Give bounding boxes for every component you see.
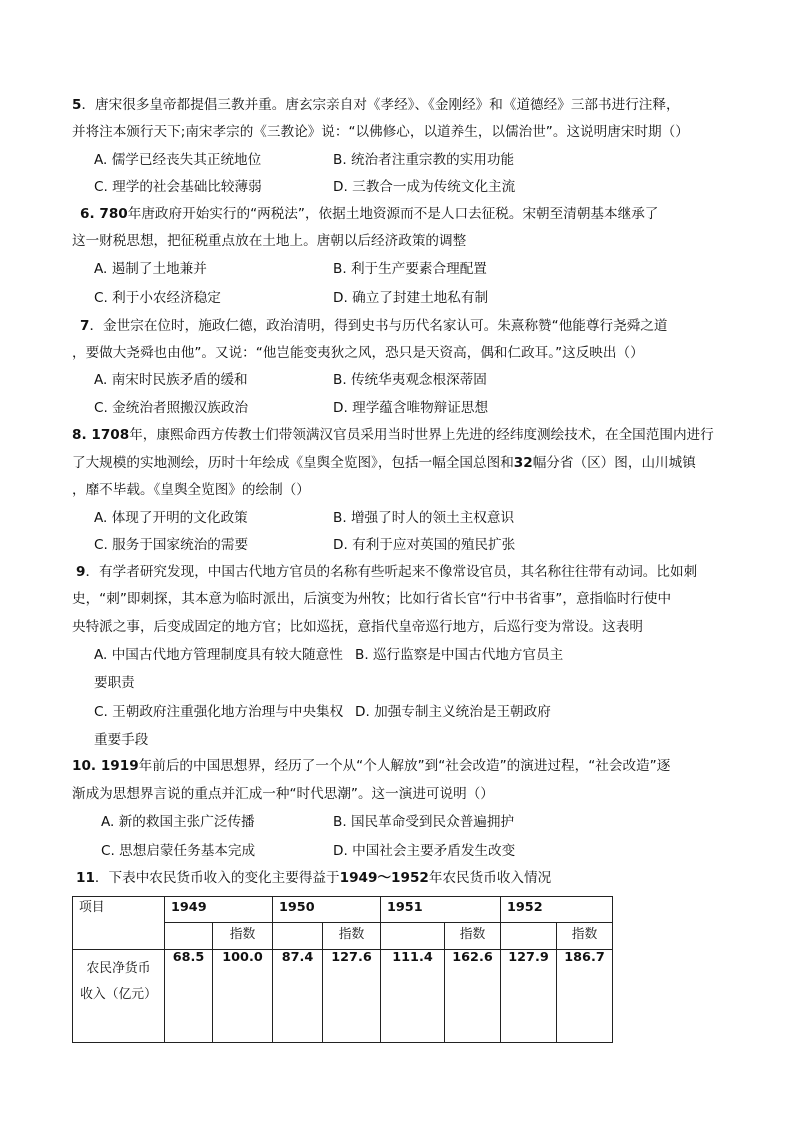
- q5-stem-1: ．唐宋很多皇帝都提倡三教并重。唐玄宗亲自对《孝经》、《金刚经》和《道德经》三部书进行注释，: [81, 97, 680, 113]
- q5-option-b: B. 统治者注重宗教的实用功能: [333, 152, 515, 168]
- q6-stem-2: 这一财税思想，把征税重点放在土地上。唐朝以后经济政策的调整: [72, 233, 467, 249]
- q7-number: 7: [80, 318, 90, 334]
- table-cell: 100.0: [213, 950, 273, 1043]
- table-year-1951: 1951: [381, 897, 501, 923]
- q9-line-1: [76, 563, 697, 581]
- q8-option-b: B. 增强了时人的领土主权意识: [333, 510, 515, 526]
- q11-number: 11: [76, 870, 95, 886]
- q5-line-1: [72, 96, 680, 114]
- table-row-label: [73, 950, 165, 1043]
- q6-number: 6. 780: [80, 206, 128, 222]
- q8-number: 8. 1708: [72, 427, 130, 443]
- q8-option-d: D. 有利于应对英国的殖民扩张: [333, 537, 516, 553]
- q11-line-1: [76, 869, 551, 887]
- q8-stem-1: 年，康熙命西方传教士们带领满汉官员采用当时世界上先进的经纬度测绘技术，在全国范围内进行: [129, 427, 714, 443]
- q10-option-b: B. 国民革命受到民众普遍拥护: [333, 814, 515, 830]
- table-row-label-line-2: 收入（亿元）: [80, 987, 157, 1002]
- q9-number: 9: [76, 564, 86, 580]
- table-cell: 127.6: [323, 950, 381, 1043]
- income-table: [72, 896, 613, 1043]
- q5-option-d: D. 三教合一成为传统文化主流: [333, 179, 516, 195]
- q7-stem-1: ．金世宗在位时，施政仁德，政治清明，得到史书与历代名家认可。朱熹称赞“他能尊行尧舜之道: [89, 318, 668, 334]
- q8-option-a: A. 体现了开明的文化政策: [94, 510, 248, 526]
- q11-year-range: 1949～1952: [339, 870, 429, 886]
- table-index-label-1952: 指数: [557, 923, 613, 950]
- q6-option-a: A. 遏制了土地兼并: [94, 261, 207, 277]
- table-year-1949: 1949: [165, 897, 273, 923]
- q6-option-b: B. 利于生产要素合理配置: [333, 261, 487, 277]
- q7-stem-2: ，要做大尧舜也由他”。又说：“他岂能变夷狄之风，恐只是天资高，偶和仁政耳。”这反映出（）: [72, 345, 644, 361]
- table-header-row: [73, 897, 613, 923]
- q10-stem-1: 年前后的中国思想界，经历了一个从“个人解放”到“社会改造”的演进过程，“社会改造”逐: [138, 758, 671, 774]
- q8-line-2: [72, 454, 696, 472]
- q9-option-c: C. 王朝政府注重强化地方治理与中央集权: [94, 704, 344, 720]
- table-cell: 87.4: [273, 950, 323, 1043]
- table-cell: 162.6: [445, 950, 501, 1043]
- table-year-1952: 1952: [501, 897, 613, 923]
- table-item-header: 项目: [73, 897, 165, 950]
- q9-stem-2: 史，“刺”即刺探，其本意为临时派出，后演变为州牧；比如行省长官“行中书省事”，意指临时行使中: [72, 591, 672, 607]
- table-year-1950: 1950: [273, 897, 381, 923]
- q9-option-a: A. 中国古代地方管理制度具有较大随意性: [94, 647, 343, 663]
- q7-option-a: A. 南宋时民族矛盾的缓和: [94, 372, 248, 388]
- q8-map-count: 32: [513, 455, 533, 471]
- q10-option-d: D. 中国社会主要矛盾发生改变: [333, 843, 516, 859]
- q10-option-a: A. 新的救国主张广泛传播: [101, 814, 255, 830]
- table-cell: 68.5: [165, 950, 213, 1043]
- q10-option-c: C. 思想启蒙任务基本完成: [101, 843, 256, 859]
- q8-stem-3: ，靡不毕载。《皇舆全览图》的绘制（）: [72, 482, 310, 498]
- q8-stem-2a: 了大规模的实地测绘，历时十年绘成《皇舆全览图》，包括一幅全国总图和: [72, 455, 514, 471]
- q6-option-d: D. 确立了封建土地私有制: [333, 290, 489, 306]
- q5-option-c: C. 理学的社会基础比较薄弱: [94, 179, 262, 195]
- q9-option-d-part1: D. 加强专制主义统治是王朝政府: [355, 704, 551, 720]
- q5-stem-2: 并将注本颁行天下;南宋孝宗的《三教论》说：“以佛修心，以道养生，以儒治世”。这说明唐宋时期（）: [72, 124, 689, 140]
- q10-stem-2: 渐成为思想界言说的重点并汇成一种“时代思潮”。这一演进可说明（）: [72, 786, 494, 802]
- q11-stem-1b: 年农民货币收入情况: [428, 870, 552, 886]
- q9-option-b-part2: 要职责: [94, 675, 135, 691]
- q10-line-1: [72, 757, 670, 775]
- q7-line-1: [80, 317, 667, 335]
- q9-option-b-part1: B. 巡行监察是中国古代地方官员主: [355, 647, 564, 663]
- q11-stem-1a: ．下表中农民货币收入的变化主要得益于: [94, 870, 340, 886]
- q9-stem-1: ．有学者研究发现，中国古代地方官员的名称有些听起来不像常设官员，其名称往往带有动词。比如刺: [85, 564, 698, 580]
- table-index-label-1949: 指数: [213, 923, 273, 950]
- table-cell: 186.7: [557, 950, 613, 1043]
- q7-option-d: D. 理学蕴含唯物辩证思想: [333, 400, 489, 416]
- table-cell: 127.9: [501, 950, 557, 1043]
- q7-option-b: B. 传统华夷观念根深蒂固: [333, 372, 487, 388]
- table-cell: 111.4: [381, 950, 445, 1043]
- q6-option-c: C. 利于小农经济稳定: [94, 290, 221, 306]
- q8-line-1: [72, 426, 714, 444]
- q10-number: 10. 1919: [72, 758, 139, 774]
- table-index-label-1950: 指数: [323, 923, 381, 950]
- q6-stem-1: 年唐政府开始实行的“两税法”，依据土地资源而不是人口去征税。宋朝至清朝基本继承了: [127, 206, 659, 222]
- q5-option-a: A. 儒学已经丧失其正统地位: [94, 152, 262, 168]
- table-row-label-line-1: 农民净货币: [86, 961, 151, 976]
- q6-line-1: [80, 205, 658, 223]
- q8-stem-2b: 幅分省（区）图，山川城镇: [532, 455, 696, 471]
- q9-stem-3: 央特派之事，后变成固定的地方官；比如巡抚，意指代皇帝巡行地方，后巡行变为常设。这表明: [72, 619, 643, 635]
- q8-option-c: C. 服务于国家统治的需要: [94, 537, 249, 553]
- q7-option-c: C. 金统治者照搬汉族政治: [94, 400, 249, 416]
- q9-option-d-part2: 重要手段: [94, 732, 149, 748]
- table-row: [73, 950, 613, 1043]
- table-index-label-1951: 指数: [445, 923, 501, 950]
- q5-number: 5: [72, 97, 82, 113]
